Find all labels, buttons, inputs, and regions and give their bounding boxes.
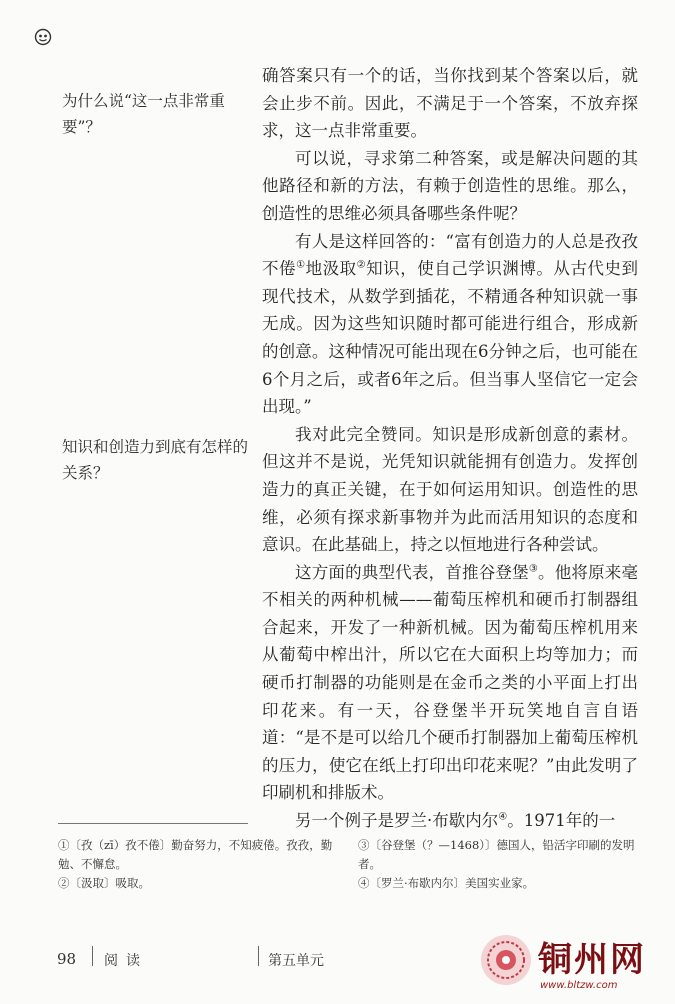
unit-label: 第五单元 — [268, 953, 324, 969]
paragraph-4: 我对此完全赞同。知识是形成新创意的素材。但这并不是说，光凭知识就能拥有创造力。发挥创造力的真正关键，在于如何运用知识。创造性的思维，必须有探求新事物并为此而活用知识的态度和意识。在此基础上，持之以恒地进行各种尝试。 — [262, 424, 638, 555]
flower-icon — [34, 28, 52, 46]
footnote-1: ①〔孜（zī）孜不倦〕勤奋努力，不知疲倦。孜孜，勤勉、不懈怠。 — [58, 838, 333, 871]
watermark-title: 铜州网 — [538, 940, 646, 980]
footnote-ref-4[interactable]: ④ — [498, 811, 508, 823]
main-text — [262, 62, 638, 835]
footnote-ref-1[interactable]: ① — [296, 259, 306, 271]
footnote-ref-3[interactable]: ③ — [528, 563, 538, 575]
footnote-4: ④〔罗兰·布歇内尔〕美国实业家。 — [358, 876, 535, 890]
watermark-logo-icon — [478, 932, 534, 988]
footnotes-left — [58, 836, 348, 893]
paragraph-1: 确答案只有一个的话，当你找到某个答案以后，就会止步不前。因此，不满足于一个答案，不放弃探求，这一点非常重要。 — [262, 66, 638, 141]
footnote-2: ②〔汲取〕吸取。 — [58, 876, 150, 890]
paragraph-2: 可以说，寻求第二种答案，或是解决问题的其他路径和新的方法，有赖于创造性的思维。那么，创造性的思维必须具备哪些条件呢？ — [262, 148, 638, 223]
page-number: 98 — [57, 950, 77, 968]
watermark — [478, 932, 668, 1000]
footer-divider — [258, 946, 259, 966]
footnote-ref-2[interactable]: ② — [356, 259, 367, 271]
section-label: 阅读 — [104, 953, 148, 969]
paragraph-3: 有人是这样回答的：“富有创造力的人总是孜孜不倦①地汲取②知识，使自己学识渊博。从古代史到现代技术，从数学到插花，不精通各种知识就一事无成。因为这些知识随时都可能进行组合，形成新的创意。这种情况可能出现在6分钟之后，也可能在6个月之后，或者6年之后。但当事人坚信它一定会出现。” — [262, 231, 639, 417]
margin-question-1: 为什么说“这一点非常重要”？ — [62, 92, 225, 136]
paragraph-6: 另一个例子是罗兰·布歇内尔④。1971年的一 — [295, 811, 616, 831]
footnotes-right — [358, 836, 638, 893]
watermark-url: www.bltzw.com — [540, 980, 618, 991]
paragraph-5: 这方面的典型代表，首推谷登堡③。他将原来毫不相关的两种机械——葡萄压榨机和硬币打制器组合起来，开发了一种新机械。因为葡萄压榨机用来从葡萄中榨出汁，所以它在大面积上均等加力；而硬币打制器的功能则是在金币之类的小平面上打出印花来。有一天，谷登堡半开玩笑地自言自语道：“是不是可以给几个硬币打制器加上葡萄压榨机的压力，使它在纸上打印出印花来呢？”由此发明了印刷机和排版术。 — [262, 562, 639, 803]
footnote-divider — [58, 823, 248, 824]
margin-question-2: 知识和创造力到底有怎样的关系？ — [62, 438, 249, 482]
footnote-3: ③〔谷登堡（？—1468）〕德国人，铅活字印刷的发明者。 — [358, 838, 635, 871]
footer-divider — [92, 946, 93, 966]
